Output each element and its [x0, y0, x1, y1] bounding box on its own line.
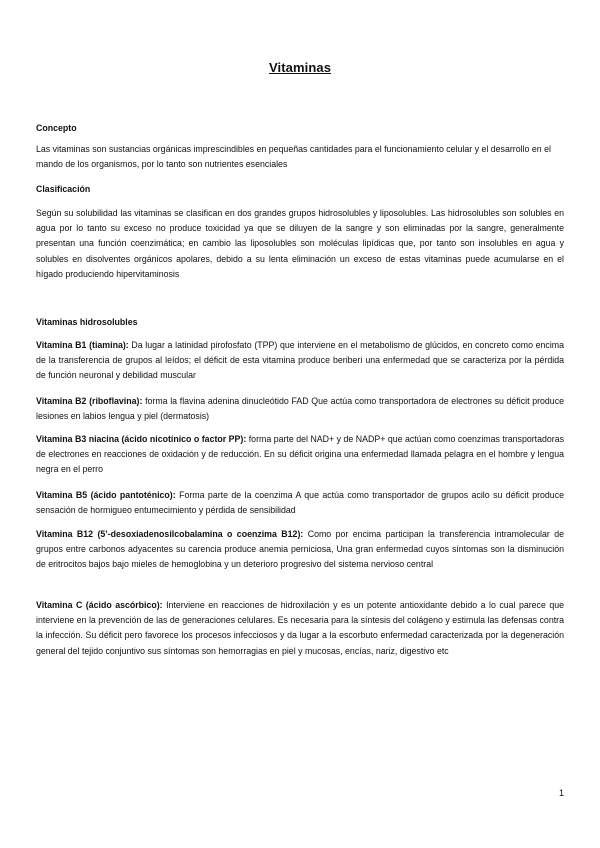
document-title: Vitaminas [268, 60, 332, 75]
vitamin-b1-text: Da lugar a latinidad pirofosfato (TPP) que interviene en el metabolismo de glúcidos, en concreto como encima de la transferencia de grupos al leídos; el déficit de esta vitamina produce beriberi una enfermedad que se caracteriza por la pérdida de función neuronal y debilidad muscular [36, 340, 564, 381]
vitamin-c-text: Interviene en reacciones de hidroxilación y es un potente antioxidante debido a lo cual parece que interviene en la prevención de las de generaciones celulares. Es necesaria para la síntesis del colágeno y estimula las defensas contra la infección. Su déficit pero favorece los procesos infecciosos y da lugar a la escorbuto enfermedad caracterizada por la degeneración general del tejido conjuntivo sus síntomas son hemorragias en piel y mucosas, encías, nariz, digestivo etc [36, 600, 564, 656]
clasificacion-heading: Clasificación [36, 184, 91, 194]
vitamin-b3-name: Vitamina B3 niacina (ácido nicotínico o factor PP): [36, 434, 247, 444]
concepto-paragraph: Las vitaminas son sustancias orgánicas imprescindibles en pequeñas cantidades para el funcionamiento celular y el desarrollo en el mando de los organismos, por lo tanto son nutrientes esenciales [36, 144, 551, 170]
hidrosolubles-heading: Vitaminas hidrosolubles [36, 317, 138, 327]
vitamin-b2-text: forma la flavina adenina dinucleótido FAD Que actúa como transportadora de electrones su déficit produce lesiones en labios lengua y piel (dermatosis) [36, 396, 564, 422]
vitamin-b5-name: Vitamina B5 (ácido pantoténico): [36, 490, 176, 500]
vitamin-b12-paragraph [36, 527, 564, 573]
vitamin-b12-name: Vitamina B12 (5’-desoxiadenosilcobalamina o coenzima B12): [36, 529, 304, 539]
vitamin-b2-name: Vitamina B2 (riboflavina): [36, 396, 143, 406]
page-number: 1 [558, 788, 564, 798]
vitamin-b5-text: Forma parte de la coenzima A que actúa como transportador de grupos acilo su déficit produce sensación de hormigueo entumecimiento y pérdida de sensibilidad [36, 490, 564, 516]
vitamin-c-name: Vitamina C (ácido ascórbico): [36, 600, 163, 610]
vitamin-b5-paragraph [36, 488, 564, 518]
concepto-heading: Concepto [36, 123, 77, 133]
vitamin-b1-name: Vitamina B1 (tiamina): [36, 340, 129, 350]
vitamin-c-paragraph [36, 598, 564, 659]
vitamin-b1-paragraph [36, 338, 564, 384]
vitamin-b12-text: Como por encima participan la transferencia intramolecular de grupos entre carbonos adyacentes su carencia produce anemia perniciosa, Una gran enfermedad cuyos síntomas son la disminución de eritrocitos bajos bajo mieles de hemoglobina y un deterioro progresivo del sistema nervioso central [36, 529, 564, 570]
vitamin-b3-paragraph [36, 432, 564, 478]
vitamin-b2-paragraph [36, 394, 564, 424]
vitamin-b3-text: forma parte del NAD+ y de NADP+ que actúan como coenzimas transportadoras de electrones en reacciones de oxidación y de reducción. En su déficit origina una enfermedad llamada pelagra en el hombre y lengua negra en el perro [36, 434, 564, 475]
clasificacion-paragraph: Según su solubilidad las vitaminas se clasifican en dos grandes grupos hidrosolubles y liposolubles. Las hidrosolubles son solubles en agua por lo tanto su exceso no produce toxicidad ya que se diluyen de la sangre y son eliminadas por la sangre, generalmente presentan una función coenzimática; en cambio las liposolubles son moléculas lipídicas que, por tanto son insolubles en agua y solubles en disolventes orgánicos apolares, debido a su lenta eliminación un exceso de estas vitaminas puede acumularse en el hígado produciendo hipervitaminosis [36, 208, 564, 279]
